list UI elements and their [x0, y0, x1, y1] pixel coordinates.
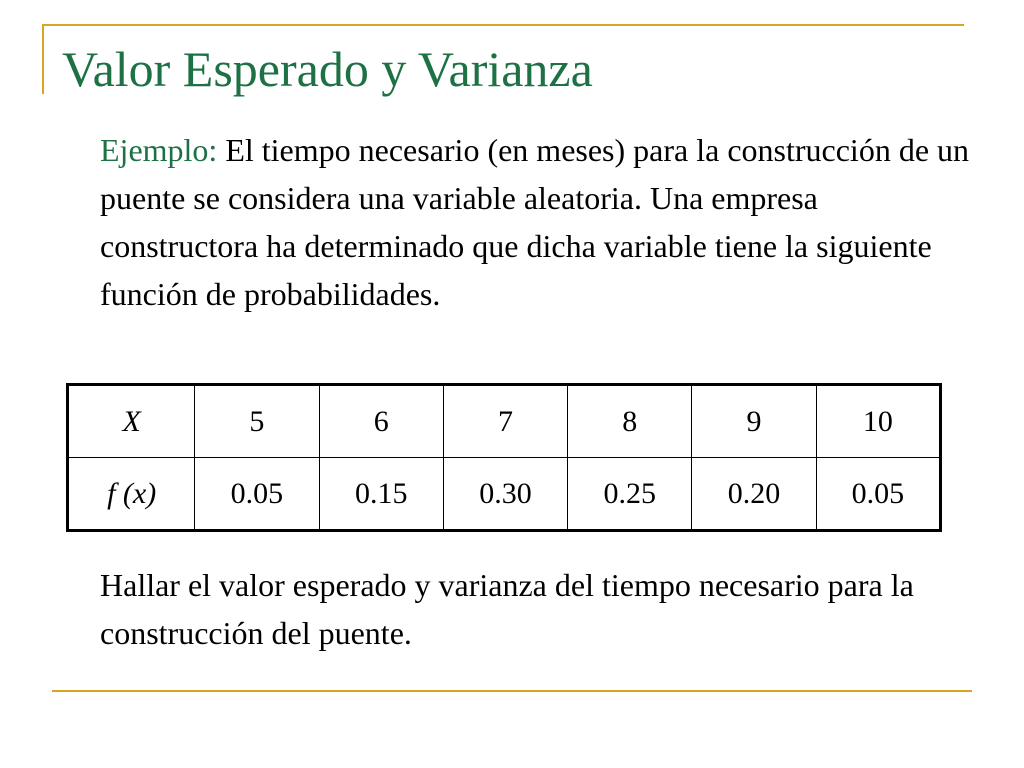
table-cell: 10: [816, 385, 940, 458]
probability-function-table: [66, 383, 942, 532]
row-header-fx: f (x): [68, 458, 195, 531]
table-cell: 0.30: [443, 458, 567, 531]
title-bracket-horizontal-line: [42, 24, 964, 26]
table-cell: 9: [692, 385, 816, 458]
table-cell: 0.05: [195, 458, 319, 531]
table-cell: 0.20: [692, 458, 816, 531]
table-cell: 0.25: [568, 458, 692, 531]
table-cell: 0.15: [319, 458, 443, 531]
title-bracket-vertical-line: [42, 24, 44, 94]
example-paragraph: [100, 126, 970, 318]
table-cell: 0.05: [816, 458, 940, 531]
footer-divider-line: [52, 690, 972, 692]
table-row-fx: [68, 458, 941, 531]
table-cell: 7: [443, 385, 567, 458]
slide-title: Valor Esperado y Varianza: [62, 41, 593, 97]
table-cell: 5: [195, 385, 319, 458]
example-text: El tiempo necesario (en meses) para la construcción de un puente se considera una variable aleatoria. Una empresa constructora ha determinado que dicha variable tiene la siguiente función de probabilidades.: [100, 132, 970, 312]
table-row-x: [68, 385, 941, 458]
example-label: Ejemplo:: [100, 132, 218, 168]
question-paragraph: Hallar el valor esperado y varianza del tiempo necesario para la construcción del puente.: [100, 567, 914, 651]
row-header-x: X: [68, 385, 195, 458]
table-cell: 8: [568, 385, 692, 458]
table-cell: 6: [319, 385, 443, 458]
